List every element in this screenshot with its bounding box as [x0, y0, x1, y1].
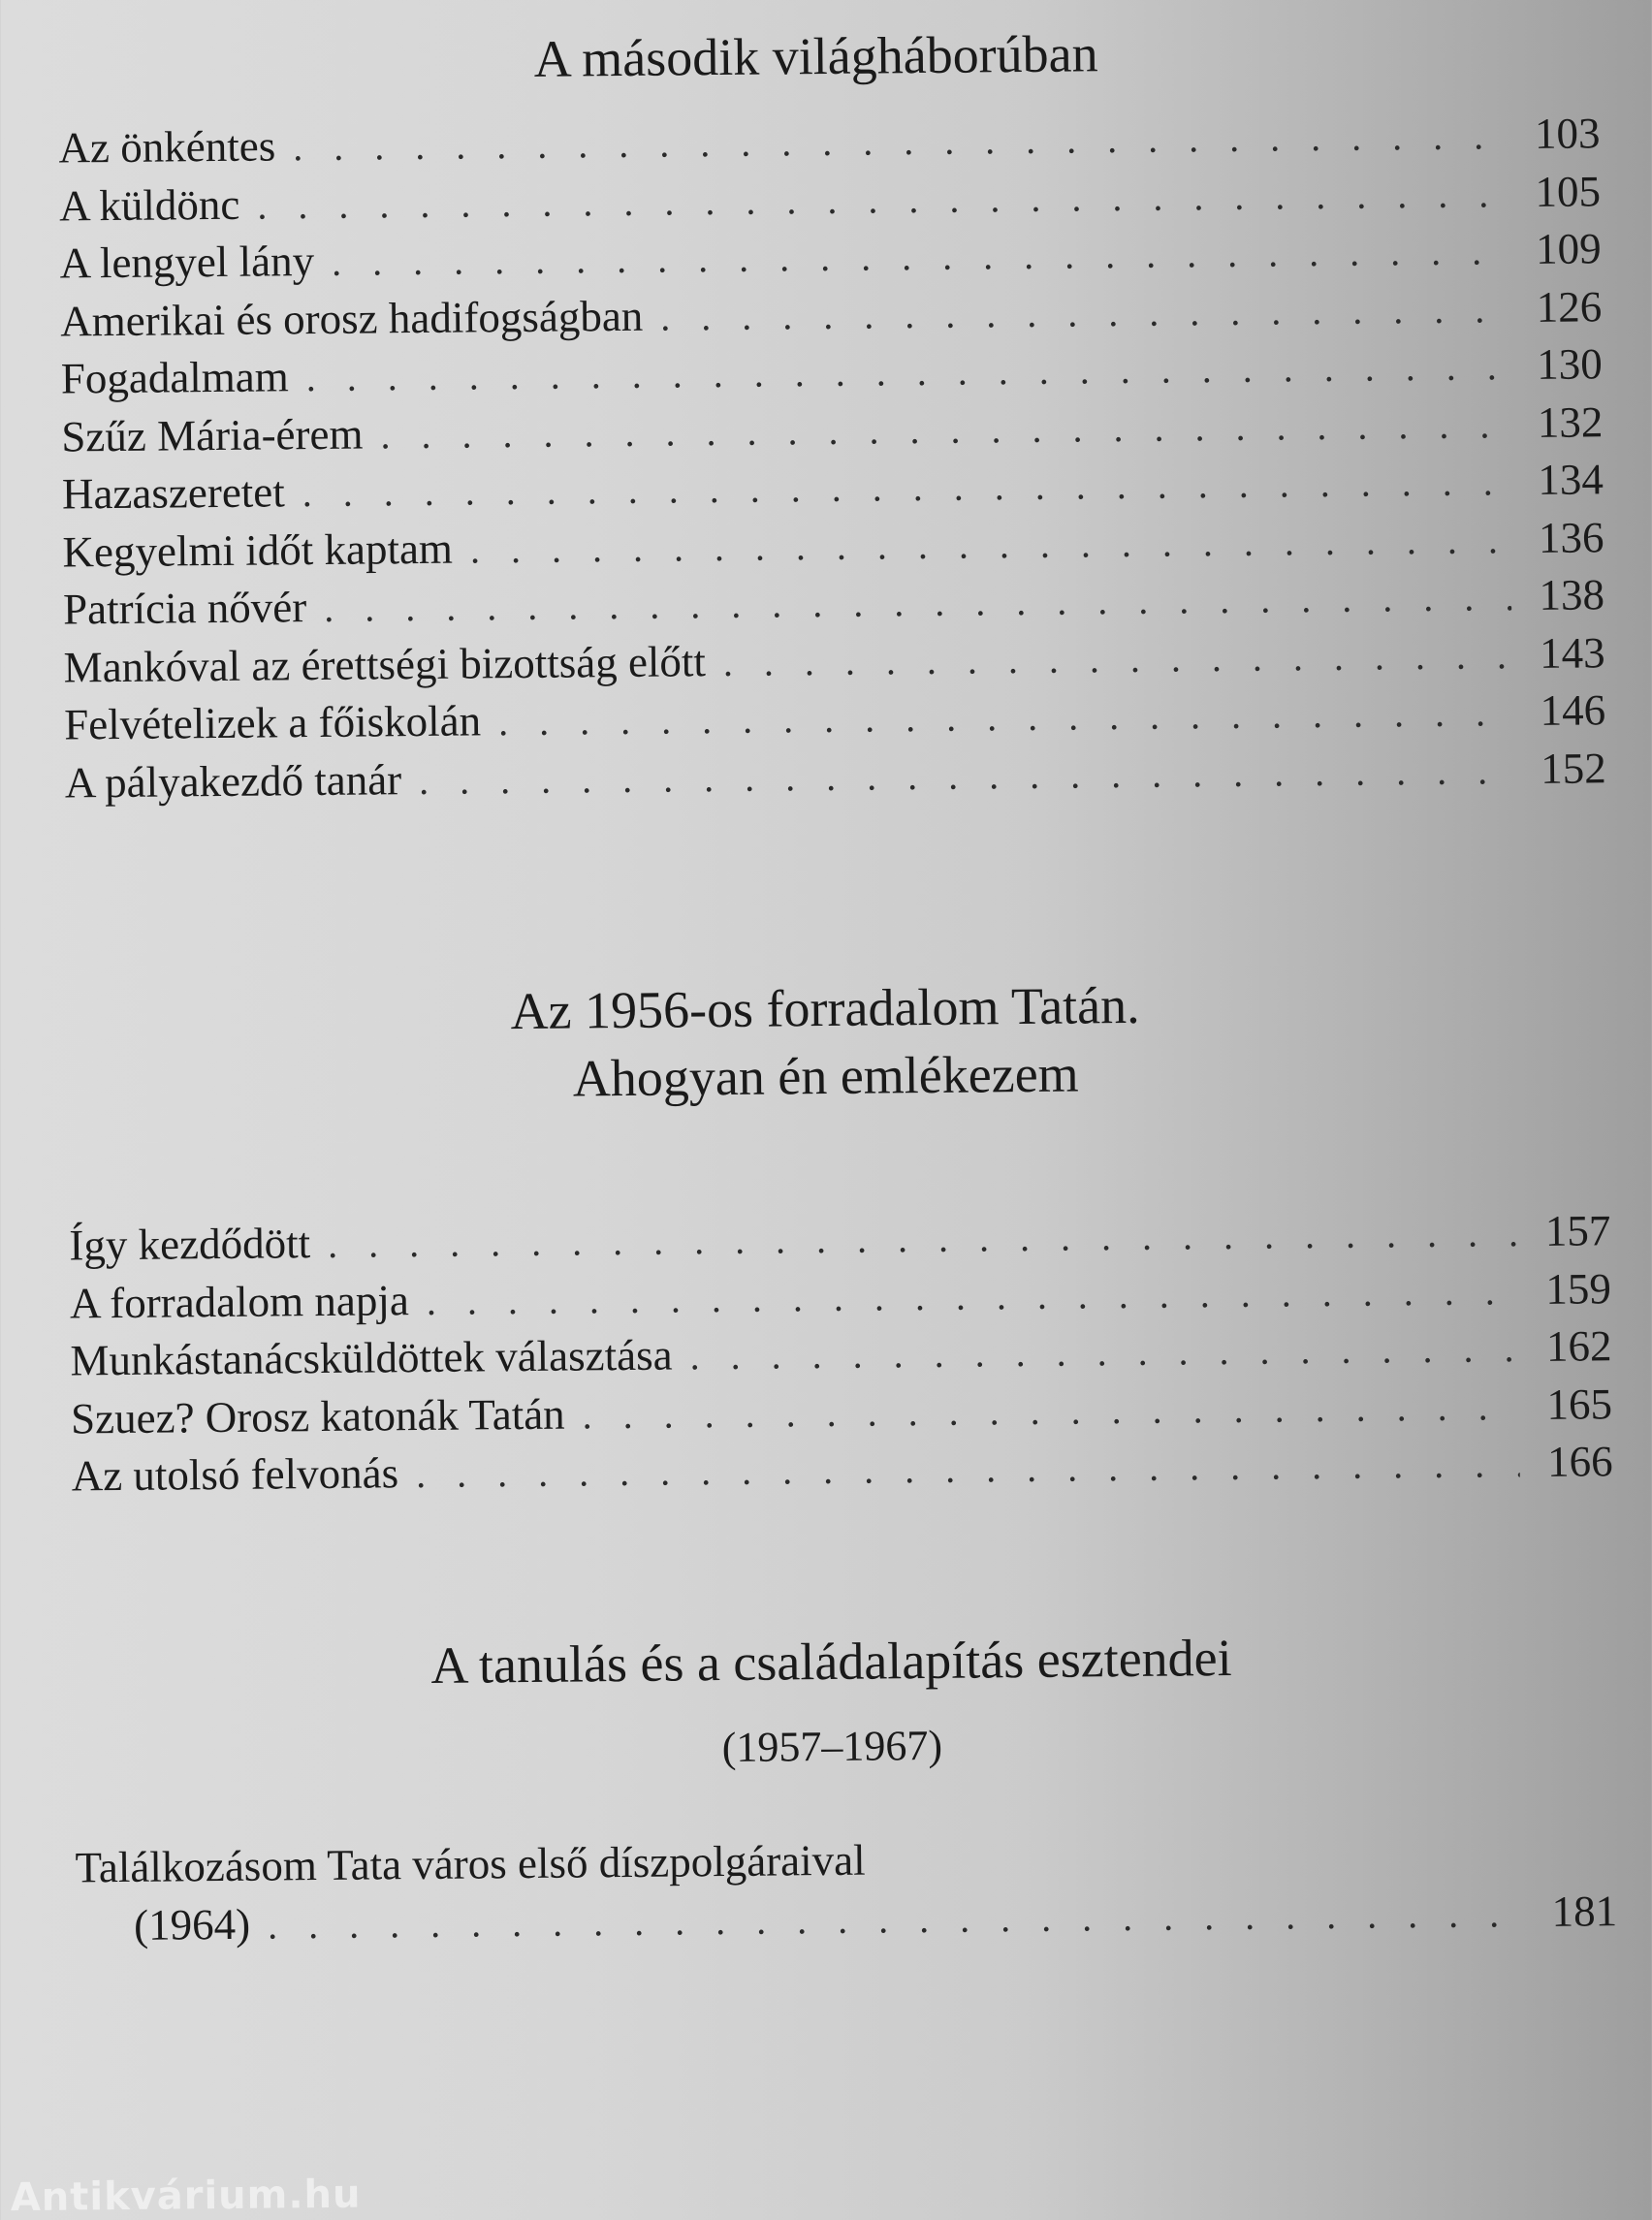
dot-leader — [268, 1885, 1525, 1954]
toc-entry-page: 181 — [1551, 1886, 1618, 1936]
toc-entry-title: A küldönc — [58, 179, 240, 231]
dot-leader — [723, 626, 1512, 691]
toc-entry-page: 134 — [1538, 455, 1604, 504]
toc-entry-title: Így kezdődött — [69, 1219, 311, 1270]
toc-entry-title: Mankóval az érettségi bizottság előtt — [63, 636, 707, 692]
section-heading-1956-line2: Ahogyan én emlékezem — [572, 1044, 1079, 1108]
toc-entry-page: 159 — [1545, 1263, 1612, 1314]
toc-entry-title: Felvételizek a főiskolán — [63, 696, 482, 749]
toc-entry-page: 109 — [1535, 224, 1602, 273]
dot-leader — [470, 511, 1511, 579]
toc-entry-page: 143 — [1539, 627, 1605, 678]
toc-entry-page: 146 — [1540, 685, 1606, 735]
toc-entry-page: 105 — [1535, 166, 1602, 216]
toc-entry-title: Találkozásom Tata város első díszpolgáraival — [75, 1835, 866, 1892]
section-heading-ww2: A második világháborúban — [533, 24, 1098, 88]
toc-entry-title: A lengyel lány — [59, 237, 315, 288]
toc-list-ww2 — [58, 105, 1606, 811]
toc-entry-page: 136 — [1538, 512, 1604, 562]
toc-entry-page: 166 — [1546, 1437, 1613, 1486]
toc-list-family — [75, 1824, 1617, 1954]
toc-entry-page: 126 — [1536, 281, 1603, 332]
toc-entry-title: Patrícia nővér — [62, 583, 307, 634]
dot-leader — [419, 742, 1513, 809]
section-heading-family: A tanulás és a családalapítás esztendei — [430, 1629, 1232, 1695]
toc-entry-title: Kegyelmi időt kaptam — [62, 523, 454, 577]
dot-leader — [380, 396, 1509, 464]
dot-leader — [498, 683, 1513, 751]
section-subheading-years: (1957–1967) — [721, 1721, 943, 1772]
toc-entry-title: Az önkéntes — [58, 121, 276, 173]
toc-entry-page: 157 — [1544, 1206, 1611, 1255]
toc-entry-page: 132 — [1537, 396, 1604, 447]
toc-entry-page: 130 — [1536, 339, 1603, 389]
toc-entry-title: Szűz Mária-érem — [61, 409, 364, 461]
toc-entry-page: 152 — [1540, 743, 1606, 793]
section-heading-1956-line1: Az 1956-os forradalom Tatán. — [510, 975, 1140, 1041]
toc-entry-title: Munkástanácsküldöttek választása — [70, 1330, 673, 1385]
dot-leader — [689, 1319, 1518, 1385]
toc-entry-title: A forradalom napja — [69, 1275, 410, 1327]
toc-entry-page: 103 — [1534, 109, 1601, 158]
dot-leader — [416, 1435, 1520, 1503]
toc-entry-title: A pályakezdő tanár — [64, 754, 402, 808]
toc-entry-page: 162 — [1545, 1321, 1612, 1371]
toc-entry-page: 138 — [1539, 570, 1605, 619]
toc-entry-title: Amerikai és orosz hadifogságban — [59, 291, 644, 346]
toc-entry-page: 165 — [1546, 1379, 1613, 1429]
toc-list-1956 — [69, 1202, 1613, 1506]
dot-leader — [427, 1262, 1519, 1330]
dot-leader — [660, 280, 1509, 346]
watermark: Antikvárium.hu — [10, 2172, 362, 2220]
toc-entry-title: Fogadalmam — [60, 352, 290, 403]
toc-entry-title: Hazaszeretet — [61, 467, 285, 519]
toc-entry-title: Szuez? Orosz katonák Tatán — [70, 1389, 565, 1443]
toc-entry-title: Az utolsó felvonás — [71, 1448, 399, 1501]
toc-entry-title: (1964) — [133, 1899, 251, 1950]
dot-leader — [582, 1378, 1519, 1444]
